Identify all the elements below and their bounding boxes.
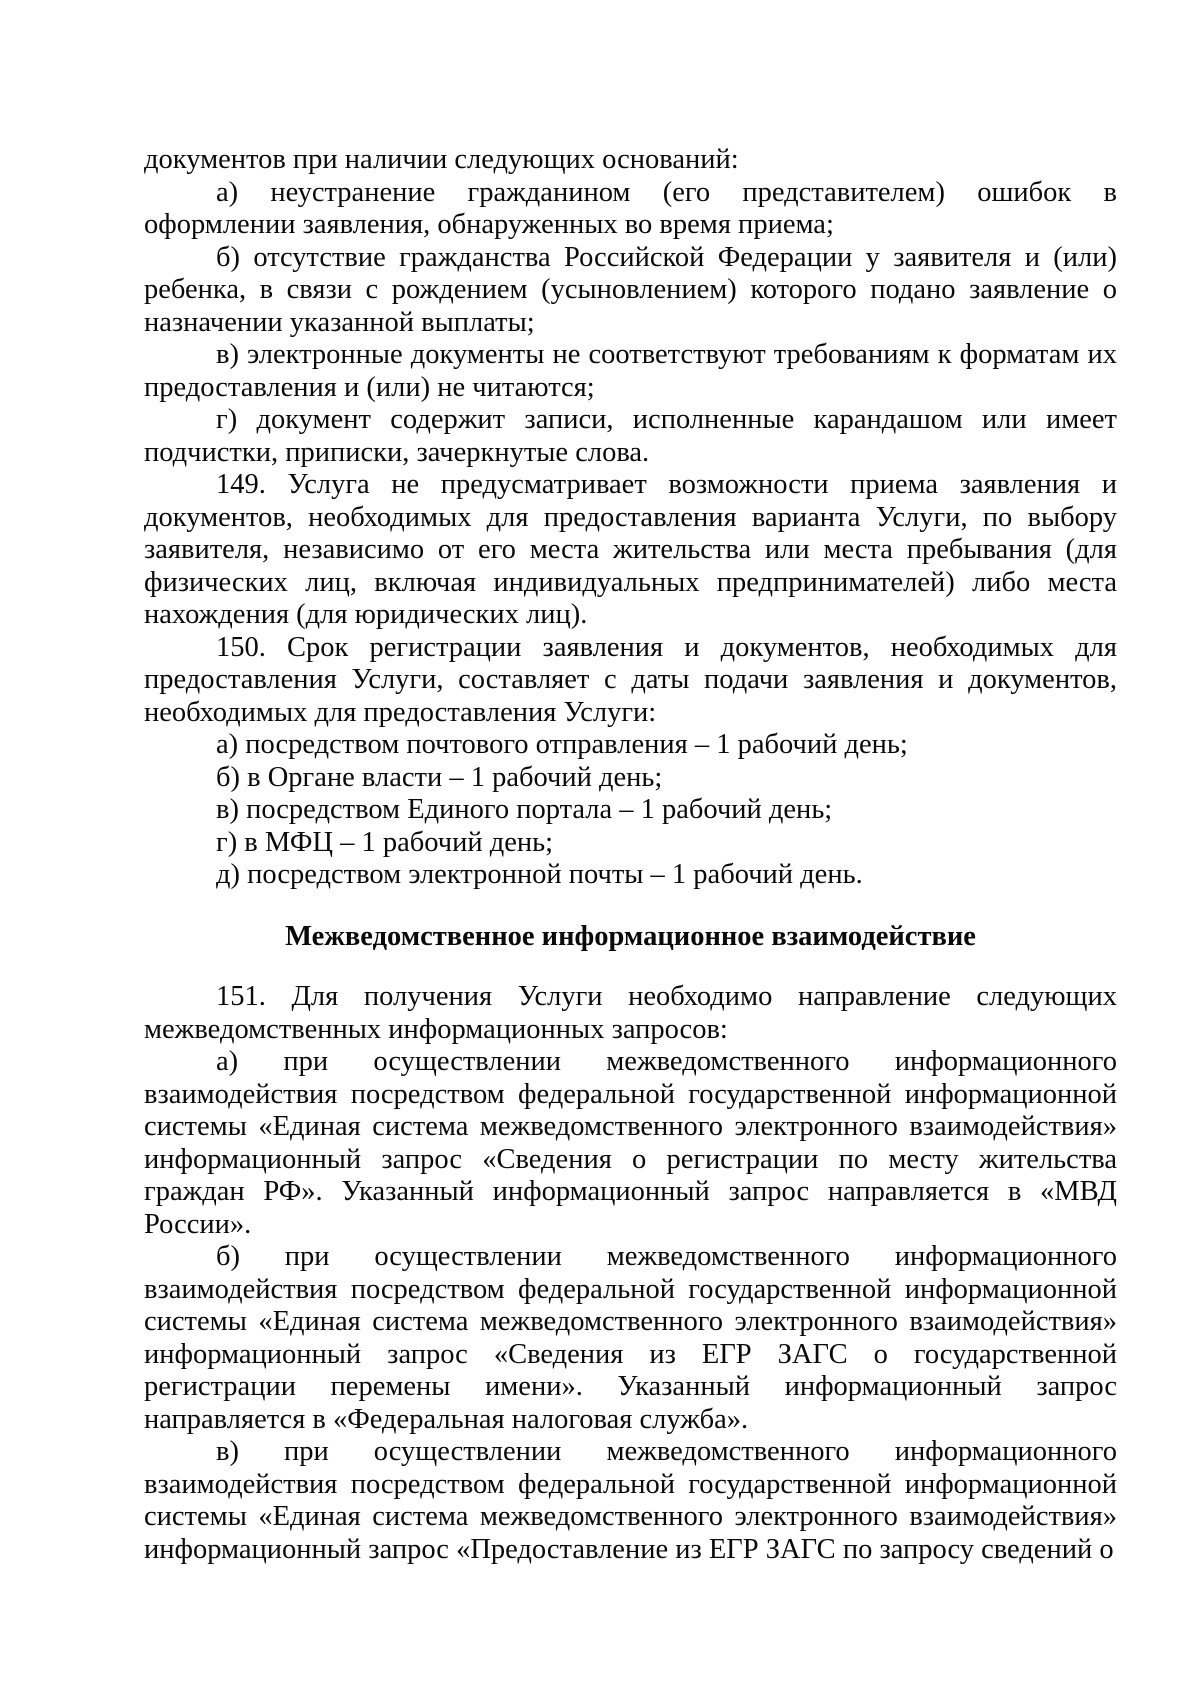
request-item-a: а) при осуществлении межведомственного информационного взаимодействия посредством федеральной государственной информационной системы «Единая система межведомственного электронного взаимодействия» информационный запрос «Сведения о регистрации по месту жительства граждан РФ». Указанный информационный запрос направляется в «МВД России». xyxy=(144,1046,1117,1240)
paragraph-continuation: документов при наличии следующих оснований: xyxy=(144,144,739,175)
list-item-b: б) отсутствие гражданства Российской Федерации у заявителя и (или) ребенка, в связи с рождением (усыновлением) которого подано заявление о назначении указанной выплаты; xyxy=(144,241,1117,338)
term-item-v: в) посредством Единого портала – 1 рабочий день; xyxy=(216,794,833,825)
clause-149: 149. Услуга не предусматривает возможности приема заявления и документов, необходимых для предоставления варианта Услуги, по выбору заявителя, независимо от его места жительства или места пребывания (для физических лиц, включая индивидуальных предпринимателей) либо места нахождения (для юридических лиц). xyxy=(144,469,1117,630)
list-item-a: а) неустранение гражданином (его представителем) ошибок в оформлении заявления, обнаруженных во время приема; xyxy=(144,176,1117,240)
section-heading: Межведомственное информационное взаимодействие xyxy=(285,920,976,952)
request-item-b: б) при осуществлении межведомственного информационного взаимодействия посредством федеральной государственной информационной системы «Единая система межведомственного электронного взаимодействия» информационный запрос «Сведения из ЕГР ЗАГС о государственной регистрации перемены имени». Указанный информационный запрос направляется в «Федеральная налоговая служба». xyxy=(144,1241,1117,1435)
term-item-b: б) в Органе власти – 1 рабочий день; xyxy=(216,761,663,793)
term-item-a: а) посредством почтового отправления – 1 рабочий день; xyxy=(216,729,908,760)
request-item-v: в) при осуществлении межведомственного информационного взаимодействия посредством федеральной государственной информационной системы «Единая система межведомственного электронного взаимодействия» информационный запрос «Предоставление из ЕГР ЗАГС по запросу сведений о xyxy=(144,1436,1117,1565)
term-item-d: д) посредством электронной почты – 1 рабочий день. xyxy=(216,859,863,890)
document-body xyxy=(144,144,1117,1566)
clause-151: 151. Для получения Услуги необходимо направление следующих межведомственных информационных запросов: xyxy=(144,981,1117,1045)
list-item-v: в) электронные документы не соответствуют требованиям к форматам их предоставления и (или) не читаются; xyxy=(144,339,1117,403)
list-item-g: г) документ содержит записи, исполненные карандашом или имеет подчистки, приписки, зачеркнутые слова. xyxy=(144,404,1117,468)
clause-150: 150. Срок регистрации заявления и документов, необходимых для предоставления Услуги, составляет с даты подачи заявления и документов, необходимых для предоставления Услуги: xyxy=(144,631,1117,728)
term-item-g: г) в МФЦ – 1 рабочий день; xyxy=(216,826,554,858)
